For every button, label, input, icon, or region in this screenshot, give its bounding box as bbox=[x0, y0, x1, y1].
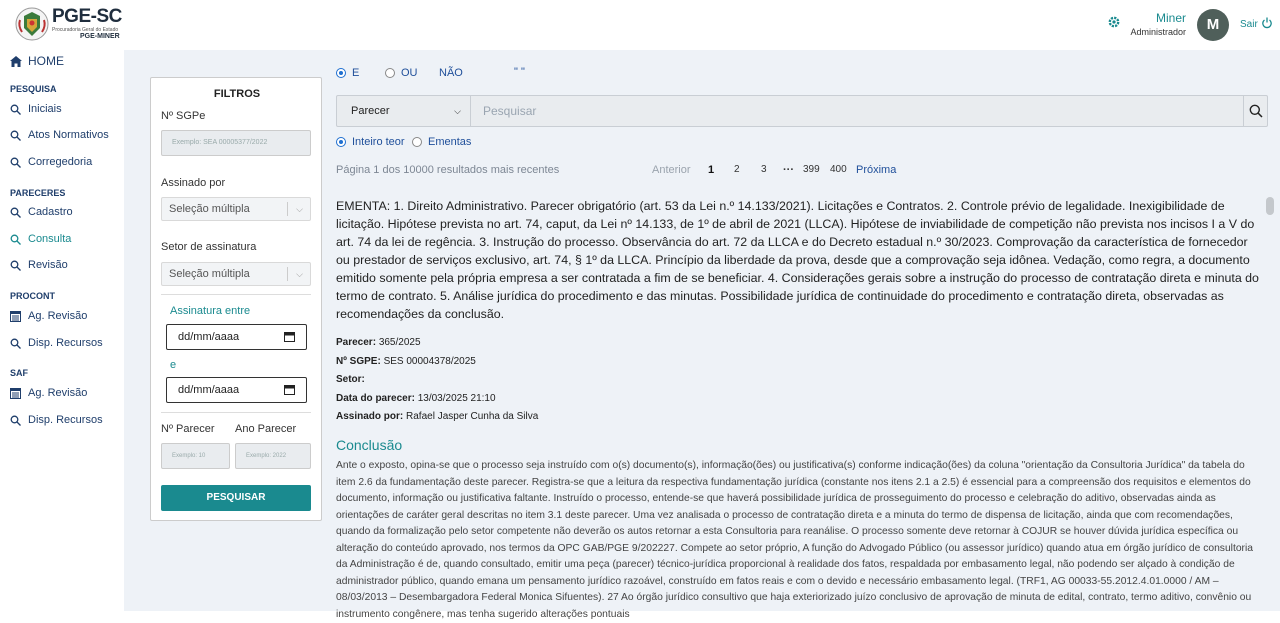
brand-product: PGE-MINER bbox=[80, 33, 120, 40]
calendar-icon[interactable] bbox=[284, 384, 295, 395]
search-icon bbox=[1249, 104, 1263, 118]
conclusao-text: Ante o exposto, opina-se que o processo seja instruído com o(s) documento(s), informação(ões) ou justificativa(s) conforme indicação(ões) da coluna "orientação da Consultoria Jurídica" da tabela do item 2.6 da fundamentação deste parecer. Registra-se que a leitura da respectiva fundamentação jurídica (constante nos itens 2.1 a 2.5) é essencial para a compreensão dos requisitos e elementos do documento, informação ou justificativa faltante. Instruído o processo, entende-se que haverá possibilidade jurídica de prosseguimento do processo e celebração do aditivo, observadas ainda as orientações de caráter geral descritas no item 3.1 deste parecer. Uma vez analisada o processo de contratação direta e a minuta do termo de dispensa de licitação, ainda que com recomendações, quando da formalização pelo setor competente não deverão os autos retornar a esta Consultoria para reanálise. O processo somente deve retornar à COJUR se houver dúvida jurídica específica ou alteração do conteúdo aprovado, nos termos da OPC GAB/PGE 9/202227. Compete ao setor próprio, A função do Advogado Público (ou assessor jurídico) quando atua em órgão jurídico de consultoria da Administração é de, quando consultado, emitir uma peça (parecer) técnico-jurídica proporcional à realidade dos fatos, respaldada por embasamento legal, não podendo ser alçado à condição de administrador público, quando emana um pensamento jurídico razoável, construído em fatos reais e com o devido e necessário embasamento legal. (TRF1, AG 00033-55.2012.4.01.0000 / AM – 08/03/2013 – Desembargadora Federal Monica Sifuentes). 27 Ao órgão jurídico consultivo que haja exteriorizado juízo conclusivo de aprovação de minuta de edital, contrato, termo aditivo, convênio ou instrumento congênere, mas tenha sugerido alterações pontuais bbox=[336, 460, 1253, 620]
search-input[interactable]: Pesquisar bbox=[483, 104, 537, 118]
scope-full-radio[interactable] bbox=[336, 136, 405, 148]
sidebar-item-home[interactable] bbox=[10, 54, 64, 68]
brand-logo[interactable] bbox=[14, 6, 126, 44]
brand-subtitle: Procuradoria Geral do Estado bbox=[52, 27, 119, 33]
assinado-label: Assinado por bbox=[161, 177, 226, 189]
assinado-value: Seleção múltipla bbox=[169, 203, 250, 215]
state-seal-icon bbox=[14, 6, 50, 42]
chevron-down-icon: ⌵ bbox=[454, 106, 461, 116]
sgpe-input[interactable]: Exemplo: SEA 00005377/2022 bbox=[161, 130, 311, 156]
pagination-page-399[interactable]: 399 bbox=[803, 164, 820, 175]
search-icon bbox=[10, 104, 21, 115]
user-name[interactable]: Miner bbox=[1155, 11, 1186, 25]
sidebar-section-pesquisa: PESQUISA bbox=[10, 84, 57, 94]
logic-and-label: E bbox=[352, 67, 360, 79]
home-icon bbox=[10, 56, 22, 67]
pagination-next[interactable]: Próxima bbox=[856, 164, 897, 176]
search-button[interactable] bbox=[1243, 96, 1267, 126]
sidebar-item-label: Corregedoria bbox=[28, 156, 93, 168]
search-icon bbox=[10, 338, 21, 349]
top-bar bbox=[0, 0, 1280, 50]
date-from-value: dd/mm/aaaa bbox=[178, 331, 240, 343]
sidebar-item-corregedoria[interactable] bbox=[10, 156, 92, 168]
scope-ementas-label: Ementas bbox=[428, 136, 472, 148]
pagination-prev[interactable]: Anterior bbox=[652, 164, 691, 176]
power-icon[interactable] bbox=[1261, 17, 1273, 29]
setor-value: Seleção múltipla bbox=[169, 268, 250, 280]
sidebar-item-label: Cadastro bbox=[28, 206, 73, 218]
brand-name: PGE-SC bbox=[52, 6, 122, 27]
sidebar-item-consulta[interactable] bbox=[10, 233, 71, 245]
meta-value: 365/2025 bbox=[378, 337, 421, 348]
sidebar-section-pareceres: PARECERES bbox=[10, 188, 66, 198]
sidebar-item-label: HOME bbox=[28, 54, 64, 68]
radio-unselected-icon bbox=[412, 137, 422, 147]
sidebar-item-saf-disp-recursos[interactable] bbox=[10, 414, 103, 426]
meta-label: Data do parecer: bbox=[336, 393, 415, 404]
parecer-number-label: Nº Parecer bbox=[161, 423, 215, 435]
date-from-input[interactable] bbox=[166, 324, 307, 350]
search-bar bbox=[336, 95, 1268, 127]
sidebar-item-label: Disp. Recursos bbox=[28, 414, 103, 426]
meta-label: Parecer: bbox=[336, 337, 377, 348]
sidebar-item-saf-ag-revisao[interactable] bbox=[10, 387, 87, 399]
filters-panel bbox=[150, 77, 322, 521]
search-type-select[interactable] bbox=[337, 96, 471, 126]
filters-title: FILTROS bbox=[213, 88, 261, 100]
pagination-page-3[interactable]: 3 bbox=[761, 164, 767, 175]
logout-link[interactable]: Sair bbox=[1240, 19, 1258, 30]
sidebar-section-procont: PROCONT bbox=[10, 291, 55, 301]
result-parecer bbox=[336, 337, 421, 348]
logic-quote-option[interactable]: " " bbox=[514, 66, 525, 78]
table-icon bbox=[10, 311, 21, 322]
meta-value: 13/03/2025 21:10 bbox=[417, 393, 496, 404]
sgpe-label: Nº SGPe bbox=[161, 110, 206, 122]
search-icon bbox=[10, 157, 21, 168]
setor-select[interactable] bbox=[161, 262, 311, 286]
sidebar-item-procont-disp-recursos[interactable] bbox=[10, 337, 103, 349]
search-icon bbox=[10, 415, 21, 426]
sidebar-item-label: Iniciais bbox=[28, 103, 62, 115]
select-separator bbox=[287, 267, 288, 281]
divider bbox=[161, 412, 311, 413]
search-type-value: Parecer bbox=[351, 105, 390, 117]
table-icon bbox=[10, 388, 21, 399]
pesquisar-button[interactable]: PESQUISAR bbox=[161, 485, 311, 511]
scrollbar-thumb[interactable] bbox=[1266, 197, 1274, 215]
meta-label: Setor: bbox=[336, 374, 365, 385]
logic-or-label: OU bbox=[401, 67, 418, 79]
logic-and-radio[interactable] bbox=[336, 67, 359, 79]
meta-value: Rafael Jasper Cunha da Silva bbox=[406, 411, 539, 422]
parecer-number-input[interactable]: Exemplo: 10 bbox=[161, 443, 230, 469]
sidebar-item-label: Disp. Recursos bbox=[28, 337, 103, 349]
calendar-icon[interactable] bbox=[284, 331, 295, 342]
sidebar-item-label: Revisão bbox=[28, 259, 68, 271]
meta-value: SES 00004378/2025 bbox=[383, 356, 476, 367]
sidebar-item-procont-ag-revisao[interactable] bbox=[10, 310, 87, 322]
search-icon bbox=[10, 234, 21, 245]
search-icon bbox=[10, 130, 21, 141]
meta-label: Assinado por: bbox=[336, 411, 404, 422]
result-data bbox=[336, 393, 496, 404]
result-setor bbox=[336, 374, 365, 385]
meta-label: Nº SGPE: bbox=[336, 356, 381, 367]
scope-ementas-radio[interactable] bbox=[412, 136, 471, 148]
avatar[interactable]: M bbox=[1197, 9, 1229, 41]
sidebar-item-atos-normativos[interactable] bbox=[10, 129, 109, 141]
assinado-select[interactable] bbox=[161, 197, 311, 221]
scope-full-label: Inteiro teor bbox=[352, 136, 405, 148]
pagination-ellipsis: ··· bbox=[783, 164, 794, 176]
result-sgpe bbox=[336, 356, 476, 367]
sidebar-item-label: Ag. Revisão bbox=[28, 387, 88, 399]
logic-or-radio[interactable] bbox=[385, 67, 418, 79]
date-to-value: dd/mm/aaaa bbox=[178, 384, 240, 396]
conclusao-heading: Conclusão bbox=[336, 437, 403, 453]
radio-selected-icon bbox=[336, 137, 346, 147]
date-range-e-label: e bbox=[170, 359, 177, 371]
sidebar-item-revisao[interactable] bbox=[10, 259, 68, 271]
assinatura-entre-label: Assinatura entre bbox=[170, 305, 251, 317]
search-icon bbox=[10, 260, 21, 271]
sidebar-item-iniciais[interactable] bbox=[10, 103, 62, 115]
result-assinado bbox=[336, 411, 538, 422]
pagination-page-2[interactable]: 2 bbox=[734, 164, 740, 175]
sidebar-section-saf: SAF bbox=[10, 368, 28, 378]
pagination-page-400[interactable]: 400 bbox=[830, 164, 847, 175]
chevron-down-icon: ⌵ bbox=[296, 269, 303, 279]
radio-selected-icon bbox=[336, 68, 346, 78]
chevron-down-icon: ⌵ bbox=[296, 204, 303, 214]
result-ementa: EMENTA: 1. Direito Administrativo. Parecer obrigatório (art. 53 da Lei n.º 14.133/2021). Licitações e Contratos. 2. Controle prévio de legalidade. Inexigibilidade de licitação. Hipótese prevista no art. 74, caput, da Lei nº 14.133, de 1º de abril de 2021 (LLCA). Hipótese de inviabilidade de competição não prevista nos incisos I a V do art. 74 da lei de regência. 3. Instrução do processo. Observância do art. 72 da LLCA e do Decreto estadual n.º 30/2023. Comprovação da característica de fornecedor ou prestador de serviços exclusivo, art. 74, § 1º da LLCA. Princípio da liberdade da prova, desde que a comprovação seja idônea. Vedação, como regra, a documento emitido somente pela própria empresa a ser contratada a fim de se beneficiar. 4. Considerações gerais sobre a instrução do processo de contratação direta e minuta do termo de contrato. 5. Análise jurídica do procedimento e das minutas. Possibilidade jurídica de continuidade do procedimento e contratação direta, observadas as recomendações da conclusão. bbox=[336, 199, 1259, 321]
sidebar-item-label: Consulta bbox=[28, 233, 72, 245]
date-to-input[interactable] bbox=[166, 377, 307, 403]
ano-parecer-input[interactable]: Exemplo: 2022 bbox=[235, 443, 311, 469]
user-role: Administrador bbox=[1130, 27, 1186, 37]
sidebar bbox=[0, 50, 124, 611]
sidebar-item-cadastro[interactable] bbox=[10, 206, 73, 218]
logic-not-option[interactable]: NÃO bbox=[439, 67, 463, 79]
radio-unselected-icon bbox=[385, 68, 395, 78]
ano-parecer-label: Ano Parecer bbox=[235, 423, 297, 435]
sidebar-item-label: Ag. Revisão bbox=[28, 310, 88, 322]
select-separator bbox=[287, 202, 288, 216]
divider bbox=[161, 294, 311, 295]
results-info: Página 1 dos 10000 resultados mais recentes bbox=[336, 164, 560, 176]
setor-label: Setor de assinatura bbox=[161, 241, 257, 253]
pagination-page-1[interactable]: 1 bbox=[708, 164, 715, 176]
search-icon bbox=[10, 207, 21, 218]
sidebar-item-label: Atos Normativos bbox=[28, 129, 109, 141]
